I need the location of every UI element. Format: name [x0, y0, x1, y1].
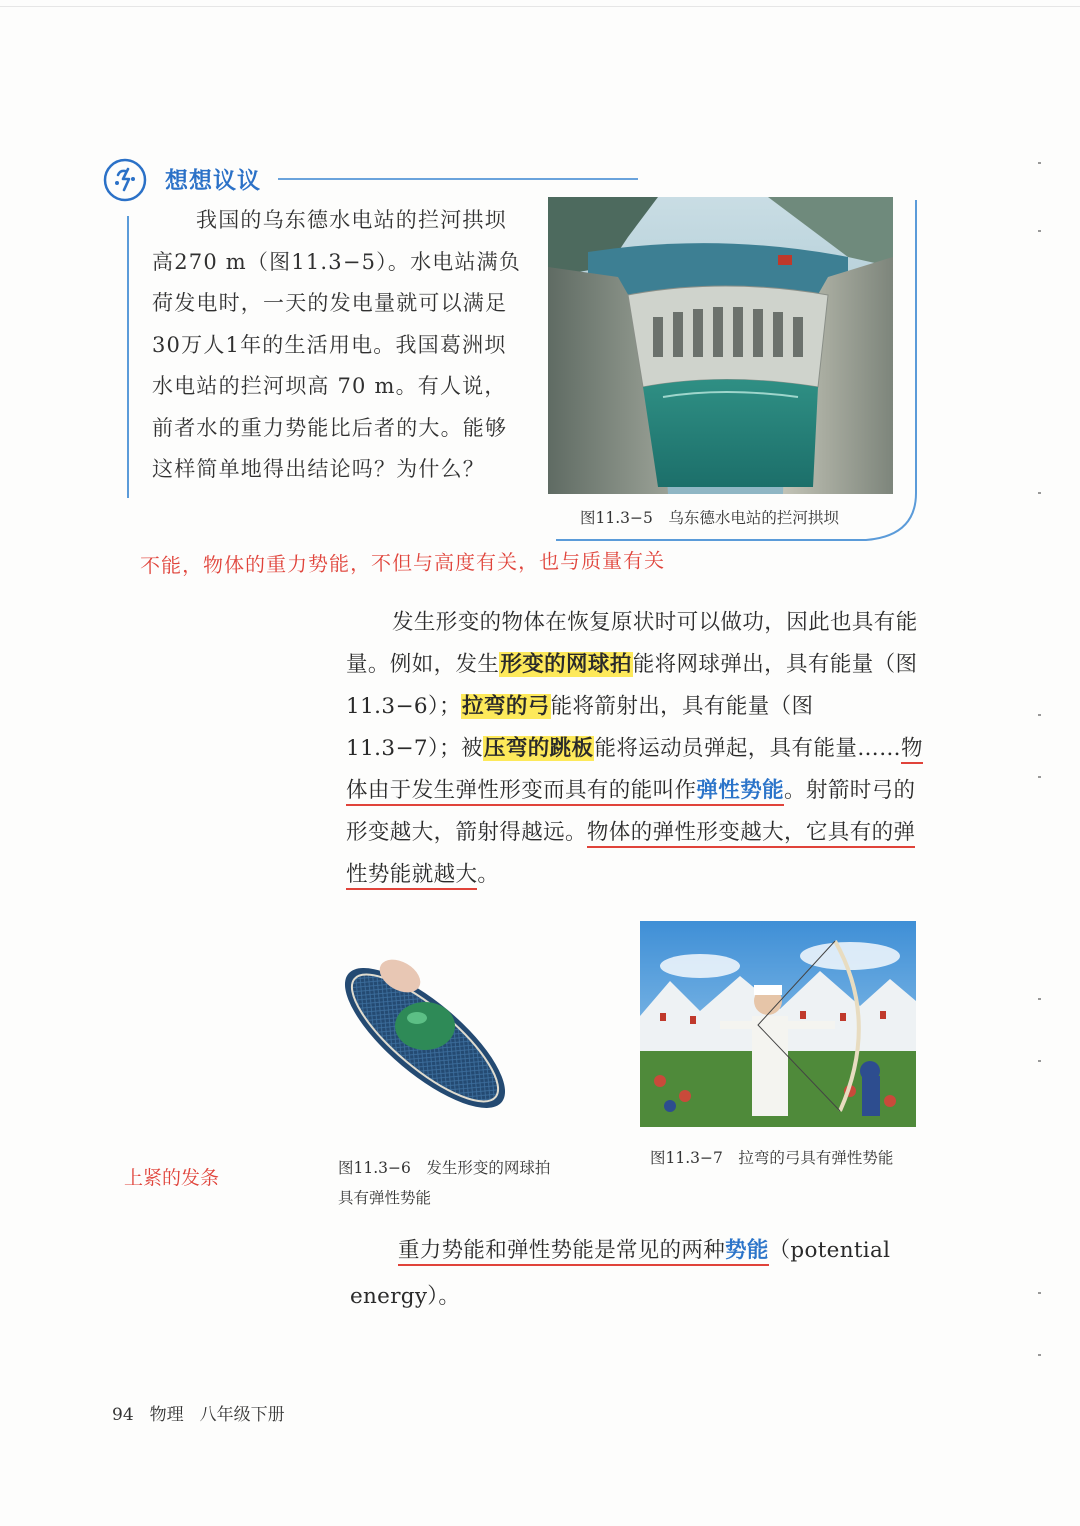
edge-mark	[1038, 1292, 1041, 1294]
footer-grade: 八年级下册	[199, 1405, 285, 1425]
highlight-bow: 拉弯的弓	[462, 694, 550, 719]
lightbulb-discussion-icon	[102, 157, 148, 203]
section-title: 想想议议	[165, 168, 261, 194]
handwritten-answer-note: 不能，物体的重力势能，不但与高度有关，也与质量有关	[139, 548, 666, 578]
body-paragraph-1	[346, 602, 924, 896]
highlight-springboard: 压弯的跳板	[483, 736, 594, 761]
edge-mark	[1038, 1060, 1041, 1062]
archer-caption: 图11.3−7 拉弯的弓具有弹性势能	[650, 1149, 894, 1167]
keyword-potential-energy: 势能	[725, 1238, 769, 1263]
text-run: 物体由于发生弹性形变而具有的能叫作	[346, 736, 923, 803]
page-number: 94	[112, 1405, 134, 1425]
text-run: 能将运动员弹起，具有能量……	[594, 736, 902, 761]
edge-mark	[1038, 714, 1041, 716]
text-run: 发生形变的物体在恢复原状时可以做功，因此也具有能量。例如，发生	[346, 610, 918, 677]
underlined-conclusion: 物体的弹性形变越大，它具有的弹性势能就越大	[346, 820, 915, 890]
page-footer	[112, 1400, 301, 1425]
discussion-text: 我国的乌东德水电站的拦河拱坝高270 m（图11.3−5）。水电站满负荷发电时，一天的发电量就可以满足30万人1年的生活用电。我国葛洲坝水电站的拦河坝高 70 m。有人说，前者水的重力势能比后者的大。能够这样简单地得出结论吗？为什么？	[152, 208, 522, 481]
handwritten-margin-note: 上紧的发条	[124, 1167, 220, 1189]
body-paragraph-2	[350, 1228, 928, 1320]
edge-mark	[1038, 492, 1041, 494]
edge-mark	[1038, 162, 1041, 164]
text-run: 重力势能和弹性势能是常见的两种	[398, 1238, 726, 1263]
text-run: 。	[477, 862, 500, 887]
text-run: （potential energy）。	[350, 1238, 891, 1309]
edge-mark	[1038, 1354, 1041, 1356]
highlight-racket: 形变的网球拍	[500, 652, 632, 677]
dam-caption: 图11.3−5 乌东德水电站的拦河拱坝	[580, 509, 839, 527]
tennis-racket-photo	[325, 938, 525, 1138]
dam-photo	[548, 197, 893, 494]
text-run: 能将网球弹出，具有能量（图11.3−6）；	[346, 652, 918, 719]
edge-mark	[1038, 230, 1041, 232]
keyword-elastic-potential-energy: 弹性势能	[696, 778, 785, 803]
text-run: 。射箭时弓的形变越大，箭射得越远。	[346, 778, 916, 845]
archer-photo	[640, 921, 916, 1127]
edge-mark	[1038, 776, 1041, 778]
underlined-sentence	[398, 1238, 769, 1266]
section-rule	[278, 178, 638, 180]
page-top-edge	[0, 6, 1080, 7]
edge-mark	[1038, 998, 1041, 1000]
text-run: 能将箭射出，具有能量（图11.3−7）；被	[346, 694, 814, 761]
racket-caption: 图11.3−6 发生形变的网球拍具有弹性势能	[338, 1159, 551, 1207]
footer-subject: 物理	[149, 1405, 184, 1425]
